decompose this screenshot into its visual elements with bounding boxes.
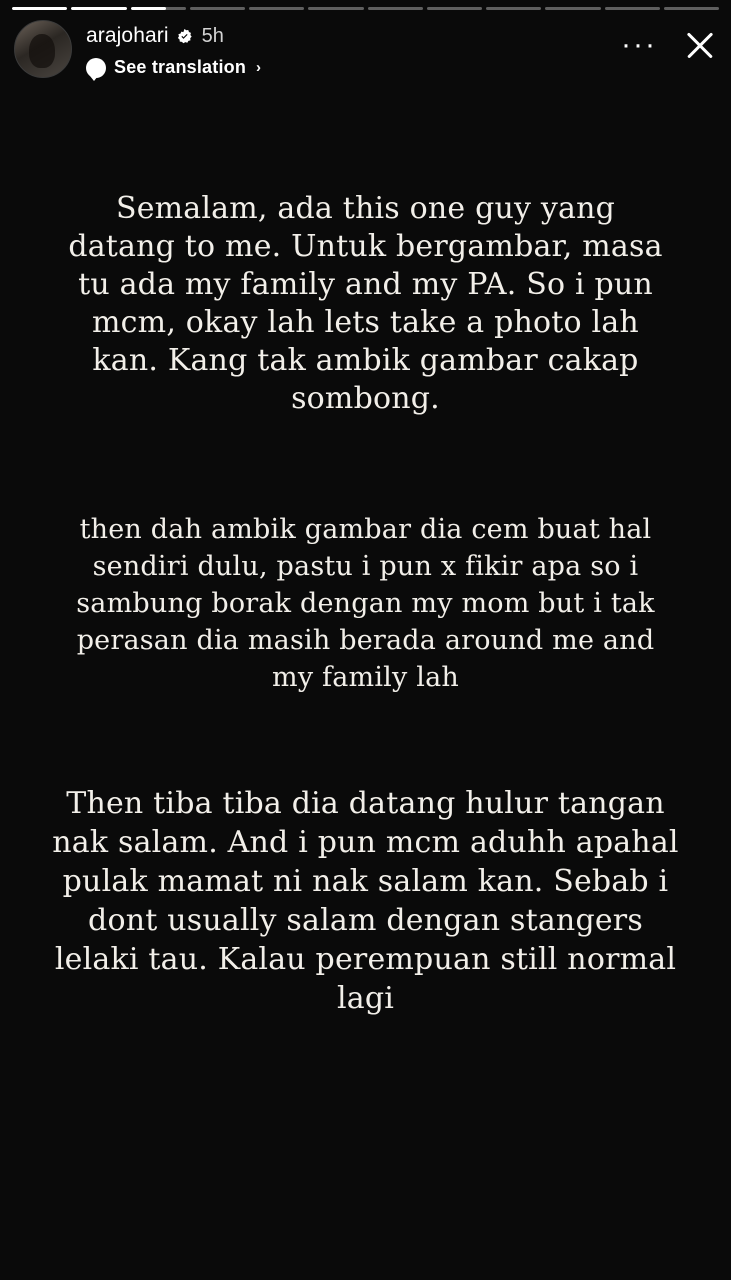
story-progress-segment[interactable] [368, 7, 423, 10]
chevron-right-icon: › [256, 59, 262, 76]
story-progress-segment[interactable] [486, 7, 541, 10]
verified-badge-icon [176, 28, 193, 45]
story-paragraph-3: Then tiba tiba dia datang hulur tangan nak salam. And i pun mcm aduhh apahal pulak mamat ni nak salam kan. Sebab i dont usually salam dengan stangers lelaki tau. Kalau perempuan still normal lagi [52, 786, 679, 1016]
story-text-area [0, 190, 731, 1018]
story-progress-segment[interactable] [249, 7, 304, 10]
story-progress-segment[interactable] [605, 7, 660, 10]
username-label[interactable]: arajohari [86, 24, 169, 47]
story-header [0, 18, 731, 88]
story-progress-segment[interactable] [545, 7, 600, 10]
story-progress-segment-active[interactable] [131, 7, 186, 10]
avatar[interactable] [14, 20, 72, 78]
story-progress-segment[interactable] [12, 7, 67, 10]
see-translation-label: See translation [114, 57, 247, 77]
author-line [86, 24, 261, 48]
header-actions [621, 18, 717, 62]
see-translation-button[interactable] [86, 57, 261, 78]
speech-bubble-icon [86, 58, 106, 78]
timestamp-label: 5h [201, 24, 224, 47]
close-icon[interactable] [683, 28, 717, 62]
more-options-icon[interactable]: ··· [621, 28, 657, 61]
story-progress-bar[interactable] [12, 7, 719, 10]
story-progress-segment[interactable] [190, 7, 245, 10]
story-paragraph-2: then dah ambik gambar dia cem buat hal sendiri dulu, pastu i pun x fikir apa so i sambung borak dengan my mom but i tak perasan dia masih berada around me and my family lah [76, 514, 655, 693]
story-progress-segment[interactable] [664, 7, 719, 10]
story-paragraph-1: Semalam, ada this one guy yang datang to me. Untuk bergambar, masa tu ada my family and my PA. So i pun mcm, okay lah lets take a photo lah kan. Kang tak ambik gambar cakap sombong. [68, 191, 663, 416]
story-progress-segment[interactable] [427, 7, 482, 10]
story-progress-segment[interactable] [71, 7, 126, 10]
story-author-block [86, 18, 261, 78]
story-progress-segment[interactable] [308, 7, 363, 10]
